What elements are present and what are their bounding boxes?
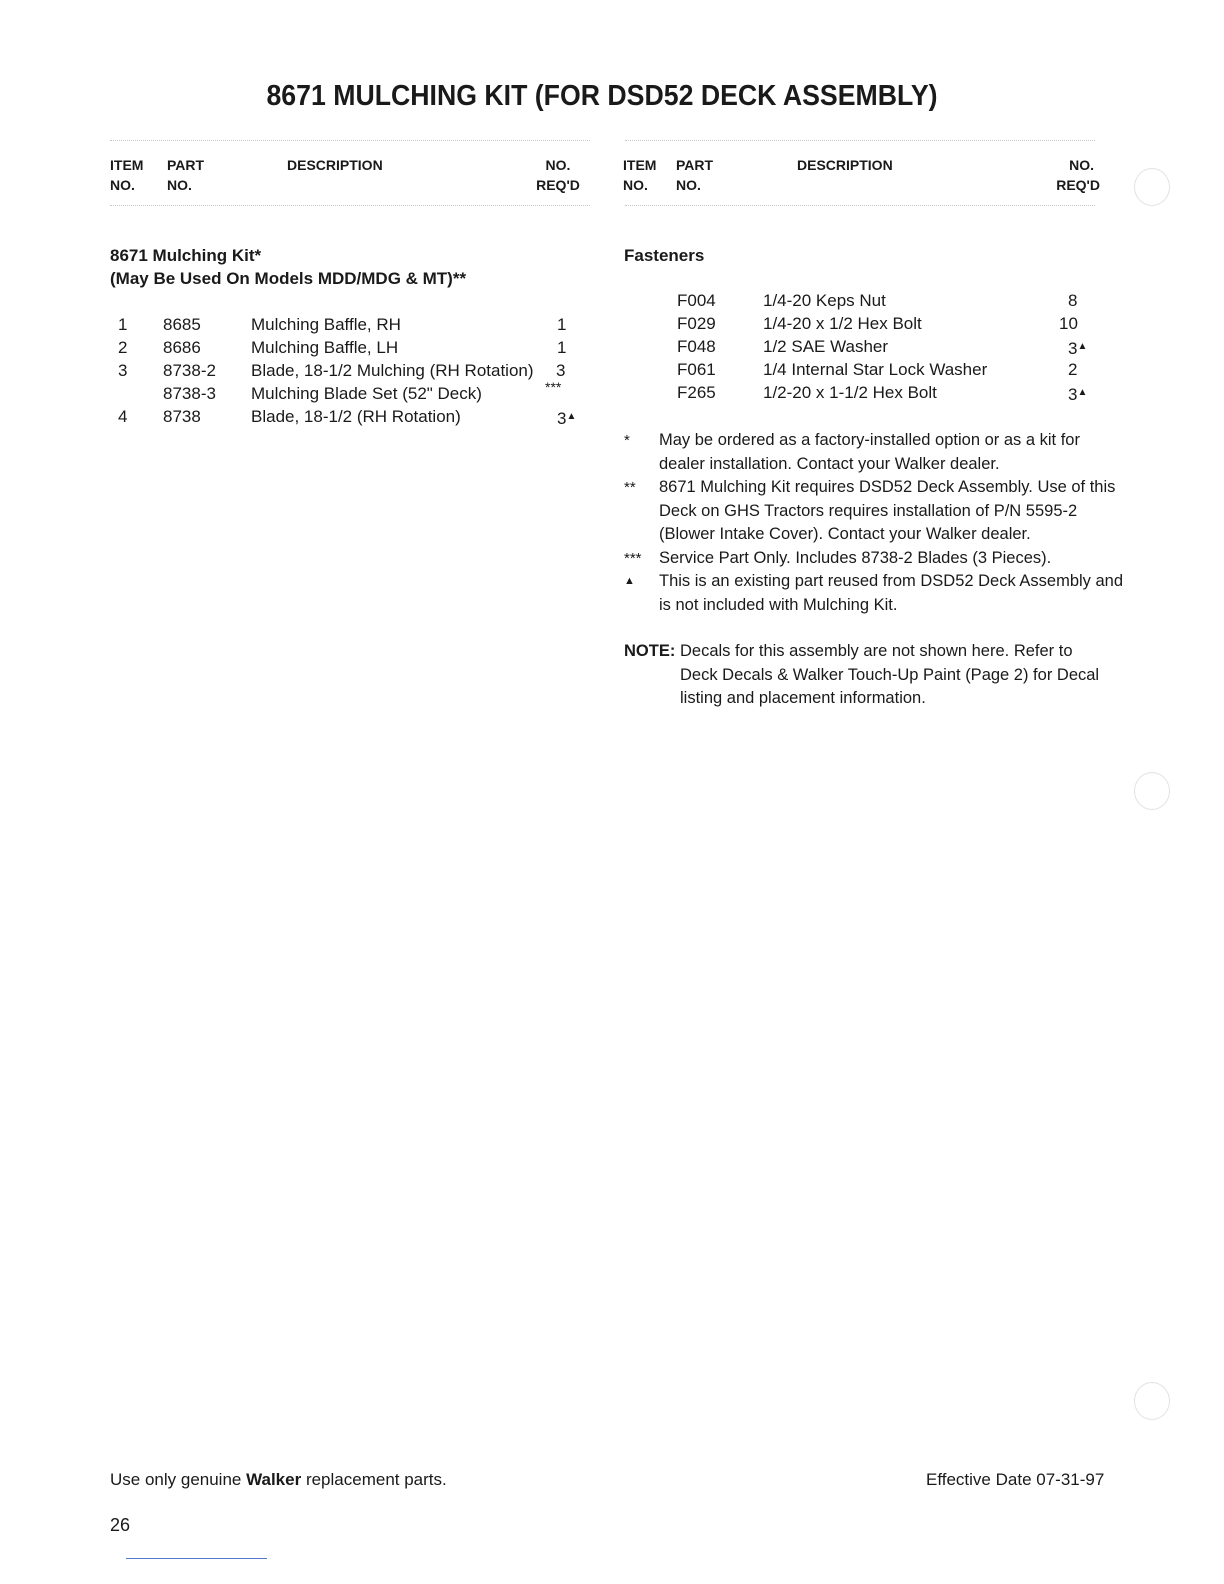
right-header-item-line2: NO. <box>623 177 648 193</box>
description: 1/2 SAE Washer <box>763 337 889 356</box>
footnote-symbol: ** <box>624 479 636 496</box>
item-no: 3 <box>118 361 128 380</box>
qty: 10 <box>1059 314 1078 333</box>
part-no: F029 <box>677 314 716 333</box>
footnote-line: This is an existing part reused from DSD52 Deck Assembly and <box>659 572 1124 590</box>
left-header-item <box>110 155 143 195</box>
table-row <box>0 381 1224 404</box>
qty: 3 <box>556 361 566 380</box>
part-no: 8738 <box>163 407 201 426</box>
header-top-rule-right <box>625 140 1095 141</box>
left-header-qty-line2: REQ'D <box>536 177 580 193</box>
header-bottom-rule-right <box>625 205 1095 206</box>
header-top-rule-left <box>110 140 590 141</box>
part-no: 8685 <box>163 315 201 334</box>
footnote <box>624 429 1124 476</box>
qty: 3 <box>1068 339 1078 358</box>
effective-date: Effective Date 07-31-97 <box>926 1470 1105 1489</box>
note-line: listing and placement information. <box>680 689 926 707</box>
triangle-icon: ▲ <box>1077 387 1088 398</box>
qty: 1 <box>557 315 567 334</box>
item-no: 2 <box>118 338 128 357</box>
table-row <box>0 358 1224 381</box>
part-no: F004 <box>677 291 716 310</box>
fasteners-title: Fasteners <box>624 246 705 265</box>
footer-disclaimer <box>110 1470 447 1490</box>
description: 1/4-20 Keps Nut <box>763 291 886 310</box>
part-no: 8738-2 <box>163 361 216 380</box>
footnote-line: Deck on GHS Tractors requires installation of P/N 5595-2 <box>659 501 1078 520</box>
table-row <box>0 335 1224 358</box>
table-row <box>0 312 1224 335</box>
bottom-rule <box>126 1558 267 1559</box>
footnote-line: May be ordered as a factory-installed option or as a kit for <box>659 431 1080 449</box>
left-header-description: DESCRIPTION <box>287 157 383 173</box>
right-header-item <box>623 155 656 195</box>
right-header-item-line1: ITEM <box>623 157 657 173</box>
kit-subtitle: (May Be Used On Models MDD/MDG & MT)** <box>110 269 467 288</box>
page-title: 8671 MULCHING KIT (FOR DSD52 DECK ASSEMBLY) <box>266 80 938 112</box>
footnote-line: Service Part Only. Includes 8738-2 Blades (3 Pieces). <box>659 548 1052 567</box>
right-header-qty-line1: NO. <box>1069 157 1094 173</box>
footnotes <box>624 429 1124 617</box>
description: Blade, 18-1/2 (RH Rotation) <box>251 407 461 426</box>
left-header-item-line1: ITEM <box>110 157 144 173</box>
binder-hole-mark <box>1134 1382 1170 1420</box>
note-label: NOTE: <box>624 642 676 660</box>
footnote-line: 8671 Mulching Kit requires DSD52 Deck Assembly. Use of this <box>659 478 1116 496</box>
footnote-line: is not included with Mulching Kit. <box>659 595 898 614</box>
footer-brand: Walker <box>246 1470 302 1489</box>
left-header-part-line1: PART <box>167 157 205 173</box>
footnote <box>624 570 1124 617</box>
left-header-part-line2: NO. <box>167 177 192 193</box>
footnote-symbol: *** <box>624 549 642 567</box>
part-no: 8686 <box>163 338 201 357</box>
qty: 8 <box>1068 291 1078 310</box>
qty-cell <box>557 405 576 430</box>
description: Mulching Baffle, RH <box>251 315 401 334</box>
right-header-part-line1: PART <box>676 157 714 173</box>
part-no: 8738-3 <box>163 384 216 403</box>
footnote-line: dealer installation. Contact your Walker dealer. <box>659 454 1000 473</box>
header-bottom-rule-left <box>110 205 590 206</box>
footnote-symbol: * <box>624 432 630 449</box>
description: Mulching Blade Set (52" Deck) <box>251 384 482 403</box>
description: Mulching Baffle, LH <box>251 338 399 357</box>
right-header-part <box>676 155 713 195</box>
footnote <box>624 547 1124 571</box>
triangle-icon: ▲ <box>566 411 577 422</box>
description: 1/4 Internal Star Lock Washer <box>763 360 988 379</box>
table-row <box>0 405 600 428</box>
footnote-line: (Blower Intake Cover). Contact your Walker dealer. <box>659 525 1031 543</box>
table-row <box>0 289 1224 312</box>
left-header-item-line2: NO. <box>110 177 135 193</box>
footer-suffix: replacement parts. <box>301 1470 447 1489</box>
left-header-qty-line1: NO. <box>545 157 571 173</box>
right-header-qty <box>1040 155 1100 195</box>
footer-prefix: Use only genuine <box>110 1470 247 1489</box>
part-no: F048 <box>677 337 716 356</box>
right-header-description: DESCRIPTION <box>797 157 893 173</box>
qty-cell <box>1068 335 1087 360</box>
left-header-part <box>167 155 204 195</box>
description: Blade, 18-1/2 Mulching (RH Rotation) <box>251 361 534 380</box>
binder-hole-mark <box>1134 772 1170 810</box>
qty-cell <box>1068 381 1087 406</box>
part-no: F265 <box>677 383 716 402</box>
note-line: Decals for this assembly are not shown here. Refer to <box>680 642 1073 660</box>
right-header-qty-line2: REQ'D <box>1056 177 1100 193</box>
item-no: 4 <box>118 407 128 426</box>
kit-title: 8671 Mulching Kit* <box>110 246 262 265</box>
footnote <box>624 476 1124 547</box>
qty: 1 <box>557 338 567 357</box>
description: 1/4-20 x 1/2 Hex Bolt <box>763 314 922 333</box>
fasteners-list <box>0 289 1224 404</box>
page-number: 26 <box>110 1515 131 1535</box>
binder-hole-mark <box>1134 168 1170 206</box>
note-line: Deck Decals & Walker Touch-Up Paint (Page 2) for Decal <box>680 665 1100 684</box>
triangle-icon: ▲ <box>1077 341 1088 352</box>
description: 1/2-20 x 1-1/2 Hex Bolt <box>763 383 937 402</box>
part-no: F061 <box>677 360 716 379</box>
qty: 3 <box>1068 385 1078 404</box>
qty: 2 <box>1068 360 1078 379</box>
item-no: 1 <box>118 315 128 334</box>
left-header-qty <box>528 155 588 195</box>
footnote-symbol: ▲ <box>624 575 635 587</box>
qty: *** <box>545 379 562 395</box>
qty: 3 <box>557 409 567 428</box>
right-header-part-line2: NO. <box>676 177 701 193</box>
